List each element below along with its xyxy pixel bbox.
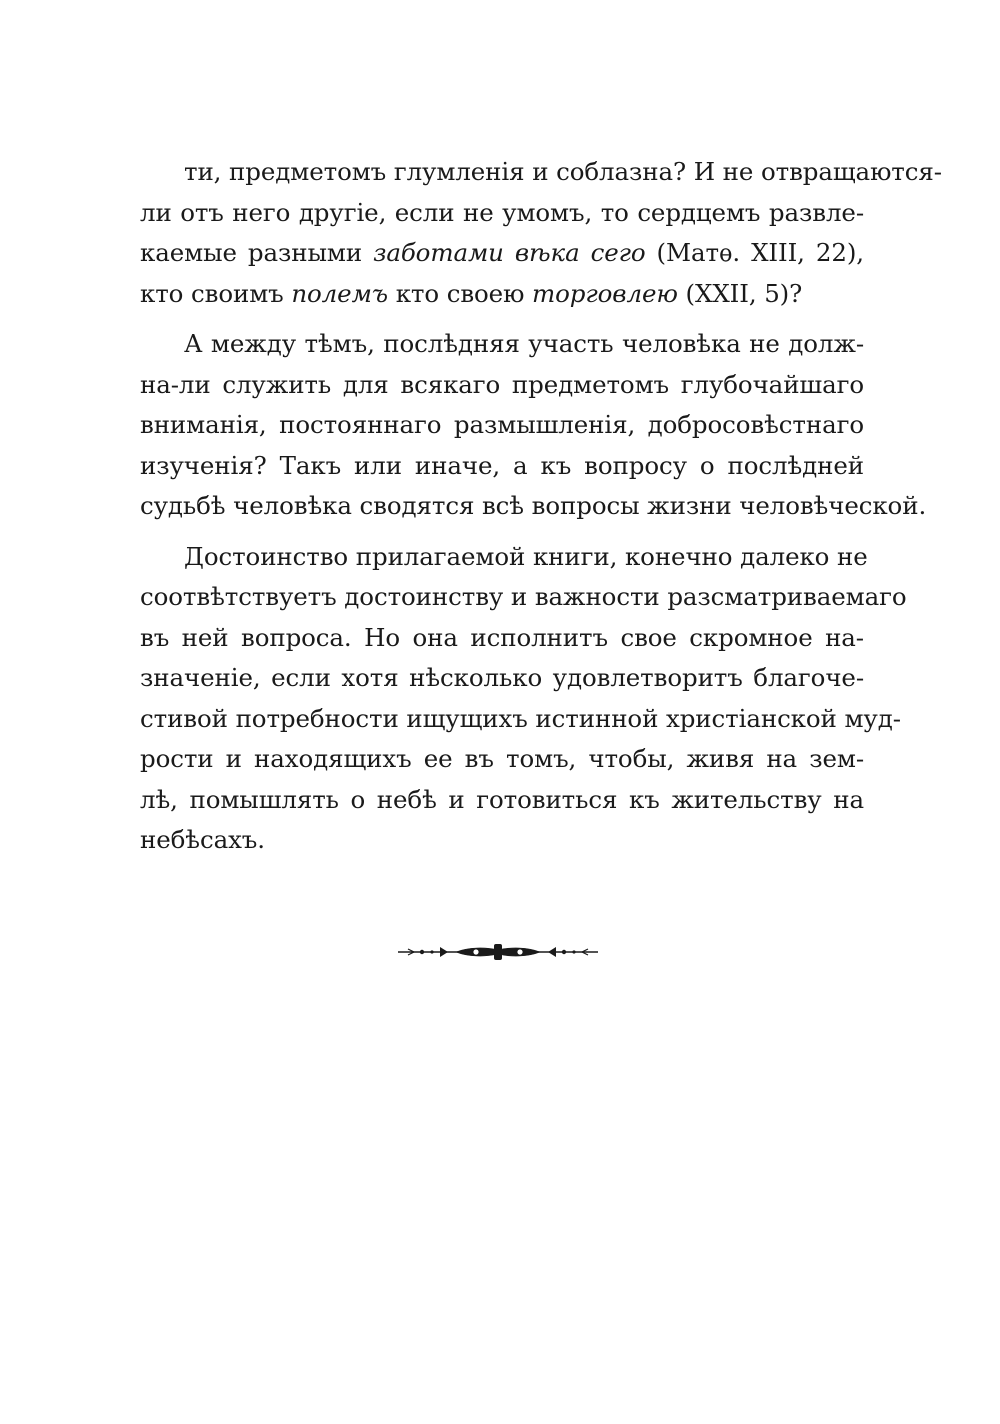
paragraph xyxy=(140,152,942,314)
text-run: кто своею xyxy=(388,278,532,308)
text-line xyxy=(140,486,927,527)
paragraph-gap xyxy=(140,527,864,537)
text-line xyxy=(140,324,864,365)
paragraph-gap xyxy=(140,314,864,324)
text-run: Достоинство прилагаемой книги, конечно далеко не xyxy=(184,541,868,571)
italic-citation: торговлею xyxy=(532,278,678,308)
text-line xyxy=(140,233,864,274)
text-run: рости и находящихъ ее въ томъ, чтобы, живя на зем- xyxy=(140,744,864,773)
text-run: значеніе, если хотя нѣсколько удовлетворитъ благоче- xyxy=(140,663,864,692)
italic-citation: заботами вѣка сего xyxy=(373,238,646,267)
text-run: вниманія, постояннаго размышленія, добросовѣстнаго xyxy=(140,410,864,439)
text-line xyxy=(140,446,864,487)
text-line xyxy=(140,274,864,315)
text-line xyxy=(140,618,864,659)
text-line xyxy=(140,193,864,234)
text-run: небѣсахъ. xyxy=(140,825,265,854)
text-run: въ ней вопроса. Но она исполнитъ свое скромное на- xyxy=(140,622,864,652)
text-line xyxy=(140,152,942,193)
text-line xyxy=(140,739,864,780)
text-run: (Матѳ. XIII, 22), xyxy=(645,238,864,267)
text-line xyxy=(140,405,864,446)
body-text xyxy=(140,152,942,861)
text-run: судьбѣ человѣка сводятся всѣ вопросы жизни человѣческой. xyxy=(140,491,927,520)
text-line xyxy=(140,365,864,406)
text-run: соотвѣтствуетъ достоинству и важности разсматриваемаго xyxy=(140,582,907,611)
text-run: лѣ, помышлять о небѣ и готовиться къ жительству на xyxy=(140,784,864,814)
text-run: стивой потребности ищущихъ истинной христіанской муд- xyxy=(140,703,901,733)
text-run: А между тѣмъ, послѣдняя участь человѣка не долж- xyxy=(184,329,864,358)
ornament-divider-icon xyxy=(396,938,600,966)
paragraph xyxy=(140,324,927,527)
text-run: на-ли служить для всякаго предметомъ глубочайшаго xyxy=(140,369,864,399)
text-line xyxy=(140,658,864,699)
text-run: каемые разными xyxy=(140,238,374,267)
text-run: ти, предметомъ глумленія и соблазна? И не отвращаются- xyxy=(184,157,942,186)
text-line xyxy=(140,699,901,740)
text-run: (XXII, 5)? xyxy=(677,278,803,308)
text-run: кто своимъ xyxy=(140,278,292,308)
text-line xyxy=(140,820,864,861)
paragraph xyxy=(140,537,907,861)
text-run: ли отъ него другіе, если не умомъ, то сердцемъ развле- xyxy=(140,197,864,227)
text-run: изученія? Такъ или иначе, а къ вопросу о послѣдней xyxy=(140,450,864,480)
text-line xyxy=(140,577,907,618)
text-line xyxy=(140,537,868,578)
italic-citation: полемъ xyxy=(291,278,389,308)
text-line xyxy=(140,780,864,821)
